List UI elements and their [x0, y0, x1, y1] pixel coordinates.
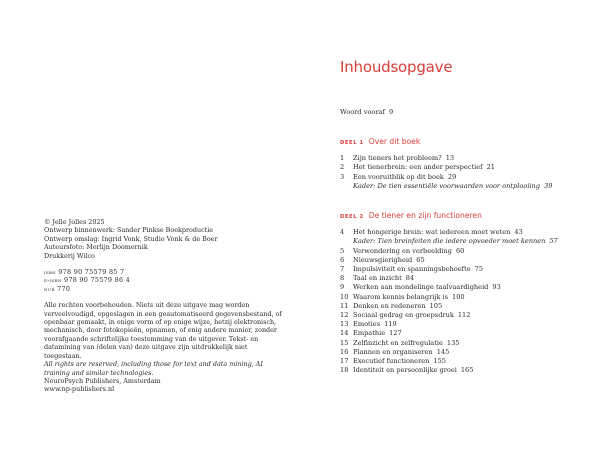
- toc-entry-title: Nieuwsgierigheid: [353, 255, 413, 264]
- toc-entry-page: 39: [544, 181, 553, 190]
- toc-entry-page: 29: [447, 172, 457, 181]
- toc-entry-number: 17: [340, 357, 349, 366]
- publisher-website: www.np-publishers.nl: [44, 385, 115, 394]
- toc-entry-number: 16: [340, 347, 349, 356]
- credit-author-photo: Auteursfoto: Merlijn Doomernik: [44, 243, 148, 252]
- rights-notice-nl: Alle rechten voorbehouden. Niets uit deze uitgave mag worden verveelvoudigd, opgeslagen in een geautomatiseerd gegevensbestand, of openbaar gemaakt, in enige vorm of op enige wijze, hetzij elektronisch, mechanisch, door fotokopieën, opnamen, of enig andere manier, zonder voorafgaande schriftelijke toestemming van de uitgever. Tekst- en datamining van (delen van) deze uitgave zijn uitdrukkelijk niet toegestaan.: [44, 301, 282, 360]
- toc-entry-title: Executief functioneren: [353, 357, 430, 366]
- credit-interior-design: Ontwerp binnenwerk: Sander Pinkse Boekproductie: [44, 226, 214, 235]
- toc-entry: [340, 154, 580, 163]
- toc-entry-page: 135: [446, 338, 460, 347]
- toc-entry: [340, 228, 580, 237]
- toc-entry-page: 65: [416, 255, 425, 264]
- toc-entry: [340, 265, 580, 274]
- toc-entry: [340, 366, 580, 375]
- toc-entry-page: 75: [474, 265, 484, 274]
- toc-entry-number: 14: [340, 329, 349, 338]
- rights-notice-en: All rights are reserved, including those for text and data mining, AI training and similar technologies.: [44, 360, 263, 377]
- toc-entry-page: 127: [389, 329, 402, 338]
- copyright-line: © Jelle Jolles 2025: [44, 218, 105, 226]
- toc-entry-number: 18: [340, 366, 349, 375]
- toc-entry: [340, 348, 580, 357]
- credit-cover-design: Ontwerp omslag: Ingrid Vonk, Studio Vonk & de Boer: [44, 234, 218, 243]
- toc-entry-title: Sociaal gedrag en groepsdruk: [353, 311, 454, 320]
- toc-entry: [340, 357, 580, 366]
- toc-entry-number: 5: [340, 246, 345, 255]
- toc-entry-title: Waarom kennis belangrijk is: [353, 292, 449, 301]
- toc-entry-title: Zelfinzicht en zelfregulatie: [353, 338, 443, 347]
- toc-entry-title: Impulsiviteit en spanningsbehoefte: [353, 265, 471, 274]
- toc-kader-entry: [340, 182, 580, 191]
- toc-entry: [340, 329, 580, 338]
- toc-entry-title: Het tienerbrein: een ander perspectief: [353, 163, 483, 172]
- toc-entry-page: 145: [436, 347, 450, 356]
- publisher-name: NeuroPsych Publishers, Amsterdam: [44, 376, 161, 385]
- toc-foreword: [340, 108, 580, 117]
- toc-entry-number: 15: [340, 338, 349, 347]
- toc-title: Inhoudsopgave: [340, 58, 453, 76]
- toc-entry-title: Taal en inzicht: [353, 274, 402, 283]
- part-heading: [340, 137, 580, 148]
- toc-part-1: [340, 137, 580, 191]
- toc-entry-number: 4: [340, 228, 345, 237]
- toc-entry: [340, 311, 580, 320]
- isbn: isbn 978 90 75579 85 7: [44, 268, 125, 277]
- toc-entry-title: Het hongerige brein: wat iedereen moet weten: [353, 228, 511, 237]
- identifiers: [44, 268, 284, 293]
- toc-entry-page: 112: [457, 311, 471, 320]
- toc-entry-page: 100: [452, 292, 465, 301]
- toc-entry-number: 6: [340, 255, 345, 264]
- toc-entry-number: 13: [340, 320, 349, 329]
- toc-entry: [340, 320, 580, 329]
- toc-entry: [340, 274, 580, 283]
- toc-entry-page: 93: [492, 283, 501, 292]
- part-label: DEEL 2: [340, 214, 364, 220]
- toc-entry-title: Denken en redeneren: [353, 301, 426, 310]
- toc-entry-title: Kader: De tien essentiële voorwaarden voor ontplooiing: [353, 181, 540, 190]
- toc-entry: [340, 163, 580, 172]
- toc-entry-page: 57: [549, 237, 558, 246]
- publisher-info: [44, 377, 284, 394]
- part-name: Over dit boek: [368, 137, 421, 146]
- toc-entry-page: 43: [514, 228, 523, 237]
- toc-entry-title: Identiteit en persoonlijke groei: [353, 366, 457, 375]
- credit-printer: Drukkerij Wilco: [44, 251, 95, 260]
- toc-entry-page: 105: [429, 301, 443, 310]
- toc-entry-number: 7: [340, 265, 345, 274]
- toc-entry-number: 8: [340, 274, 345, 283]
- toc-entry-page: 165: [460, 366, 474, 375]
- toc-entry-title: Plannen en organiseren: [353, 347, 433, 356]
- toc-entry-number: 3: [340, 172, 345, 181]
- toc-entry-title: Emoties: [353, 320, 381, 329]
- part-name: De tiener en zijn functioneren: [368, 211, 482, 220]
- colophon: [44, 218, 284, 394]
- toc-entry-page: 60: [455, 246, 465, 255]
- toc-entry-title: Werken aan mondelinge taalvaardigheid: [353, 283, 489, 292]
- toc-entry-title: Zijn tieners het probleem?: [353, 154, 442, 163]
- toc-entry: [340, 293, 580, 302]
- toc-entry: [340, 283, 580, 292]
- part-heading: [340, 211, 580, 222]
- toc-entry-title: Verwondering en verbeelding: [353, 246, 452, 255]
- toc-entry: [340, 339, 580, 348]
- toc-entry-title: Kader: Tien breinfeiten die iedere opvoeder moet kennen: [353, 237, 546, 246]
- toc-entry-page: 84: [405, 274, 415, 283]
- toc-entry-number: 10: [340, 292, 349, 301]
- toc-entry-title: Woord vooraf: [340, 108, 385, 116]
- toc-entry-number: 12: [340, 311, 349, 320]
- part-label: DEEL 1: [340, 140, 364, 146]
- toc-entry: [340, 256, 580, 265]
- toc-entry-page: 9: [388, 108, 394, 116]
- right-page-toc: [300, 0, 600, 460]
- credits: [44, 226, 284, 260]
- toc-entry-title: Empathie: [353, 329, 386, 338]
- nur-code: nur 770: [44, 284, 71, 293]
- toc-entry-page: 119: [384, 320, 397, 329]
- toc-entry: [340, 247, 580, 256]
- toc-entry-page: 13: [445, 154, 455, 163]
- toc-entry-number: 1: [340, 154, 345, 163]
- toc-entry-page: 155: [433, 357, 446, 366]
- toc-entry-page: 21: [486, 163, 495, 172]
- e-isbn: e-isbn 978 90 75579 86 4: [44, 276, 131, 285]
- toc-entry-title: Een vooruitblik op dit boek: [353, 172, 444, 181]
- toc-part-2: [340, 211, 580, 375]
- toc-kader-entry: [340, 237, 580, 246]
- toc-entry: [340, 302, 580, 311]
- toc-entry-number: 11: [340, 301, 349, 310]
- toc-entry-number: 2: [340, 163, 345, 172]
- toc-entry: [340, 173, 580, 182]
- toc-entry: [340, 108, 580, 117]
- toc-entry-number: 9: [340, 283, 345, 292]
